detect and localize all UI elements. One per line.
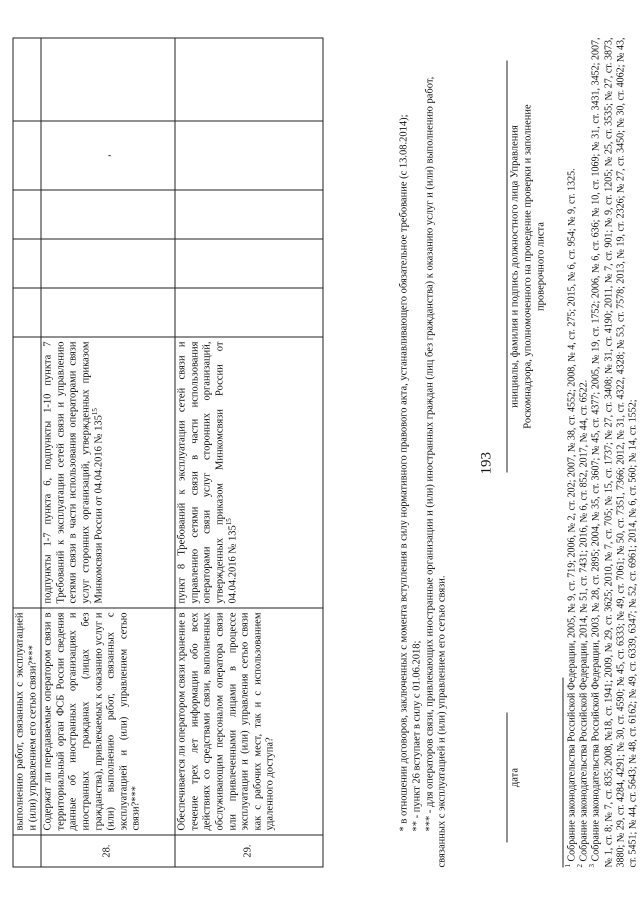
signature-line — [507, 61, 508, 473]
footnote-rule — [563, 678, 564, 868]
footnote-number: 3 — [588, 864, 597, 868]
footnotes — [564, 37, 640, 868]
page-number: 193 — [478, 452, 495, 475]
footnote-ref: 15 — [90, 408, 99, 416]
footnote-1 — [564, 38, 579, 868]
answer-cell — [41, 121, 175, 190]
date-label: дата — [509, 767, 521, 788]
date-line — [507, 713, 508, 843]
question-cell: Содержат ли передаваемые оператором связи в территориальный орган ФСБ России сведения данные об иностранных организациях и иностранных гражданах (лицах без гражданства), привлекаемых к оказанию услуг и (или) выполнению работ, связанных с эксплуатацией и (или) управлением сетью связи?*** — [41, 608, 175, 835]
footnote-3 — [588, 37, 640, 868]
table-row — [13, 38, 41, 867]
answer-cell — [175, 239, 323, 288]
answer-cell — [175, 288, 323, 337]
row-number: 28. — [41, 835, 175, 867]
reference-cell — [41, 337, 175, 608]
footnote-text: Собрание законодательства Российской Федерации, 2005, № 9, ст. 719; 2006, № 2, ст. 202; 2007, № 38, ст. 4552; 2008, № 4, ст. 275; 2015, № 6, ст. 954; № 9, ст. 1325. — [566, 168, 578, 862]
footnote-number: 2 — [576, 864, 585, 868]
answer-cell — [13, 190, 41, 239]
question-cell: выполнению работ, связанных с эксплуатацией и (или) управлением его сетью связи?*** — [13, 608, 41, 835]
answer-cell — [13, 239, 41, 288]
footnote-text: Собрание законодательства Российской Федерации, 2014, № 51, ст. 7431; 2016, № 6, ст. 852, 2017, № 44, ст. 6522. — [578, 379, 590, 862]
note-cell — [41, 38, 175, 121]
signer-label-3: проверочного листа — [535, 222, 547, 311]
table-row — [175, 38, 323, 867]
reference-cell — [175, 337, 323, 608]
answer-cell — [41, 288, 175, 337]
note-3: *** - для операторов связи, привлекающих иностранные организации и (или) иностранных граждан (лиц без гражданства) к оказанию услуг и (или) выполнению работ, связанных с эксплуатацией и (или) управлением его сетью связи. — [424, 76, 448, 868]
answer-cell — [13, 121, 41, 190]
footnote-number: 1 — [564, 864, 573, 868]
question-cell: Обеспечивается ли оператором связи хранение в течение трех лет информации обо всех действиях со средствами связи, выполненных обслуживающим персоналом оператора связи или привлеченными лицами в процессе эксплуатации и (или) управления сетью связи как с рабочих мест, так и с использованием удаленного доступа? — [175, 608, 323, 835]
answer-cell — [175, 121, 323, 190]
note-cell — [175, 38, 323, 121]
row-number: 29. — [175, 835, 323, 867]
note-1: * в отношении договоров, заключенных с момента вступления в силу нормативного правового акта, устанавливающего обязательное требование (с 13.08.2014); — [398, 114, 410, 832]
note-cell — [13, 38, 41, 121]
answer-cell — [13, 288, 41, 337]
footnote-2 — [576, 38, 591, 868]
footnote-text: Собрание законодательства Российской Федерации, 2003, № 28, ст. 2895; 2004, № 35, ст. 3607; № 45, ст. 4377; 2005, № 19, ст. 1752; 2006, № 6, ст. 636; № 10, ст. 1069; № 31, ст. 3431, 3452; 2007, № 1, ст. 8; № 7, ст. 835; 2008, №18, ст. 1941; 2009, № 29, ст. 3625; 2010, № 7, ст. 705; № 15, ст. 1737; № 27, ст. 3408; № 31, ст. 4190; 2011, № 7, ст. 901; № 9, ст. 1205; № 25, ст. 3535; № 27, ст. 3873, 3880; № 29, ст. 4284, 4291; № 30, ст. 4590; № 45, ст. 6333; № 49, ст. 7061; № 50, ст. 7351, 7366; 2012, № 31, ст. 4322, 4328; № 53, ст. 7578; 2013, № 19, ст. 2326; № 27, ст. 3450; № 30, ст. 4062; № 43, ст. 5451; № 44, ст. 5643; № 48, ст. 6162; № 49, ст. 6339, 6347; № 52, ст. 6961; 2014, № 6, ст. 560; № 14, ст. 1552; — [590, 37, 639, 868]
answer-cell — [175, 190, 323, 239]
note-2: ** - пункт 26 вступает в силу с 01.06.2018; — [411, 640, 423, 832]
answer-cell — [41, 190, 175, 239]
reference-text: подпункты 1-7 пункта 6, подпункты 1-10 пункта 7 Требований к эксплуатации сетей связи и управлению сетями связи в части использования операторами связи услуг сторонних организаций, утвержденных приказом Минкомсвязи России от 04.04.2016 № 135 — [42, 341, 105, 604]
stray-mark: , — [101, 154, 113, 157]
reference-text: пункт 8 Требований к эксплуатации сетей связи и управлению сетями связи в части использования операторами связи услуг сторонних организаций, утвержденных приказом Минкомсвязи России от 04.04.2016 № 135 — [176, 341, 239, 604]
footnote-ref: 15 — [224, 518, 233, 526]
signer-label-2: Роскомнадзора, уполномоченного на проведение проверки и заполнение — [522, 104, 534, 429]
table-row — [41, 38, 175, 867]
answer-cell — [41, 239, 175, 288]
rotated-page-content — [1, 0, 640, 905]
reference-cell — [13, 337, 41, 608]
table-cell — [13, 835, 41, 867]
signer-label-1: инициалы, фамилия и подпись должностного лица Управления — [509, 125, 521, 408]
table-notes — [399, 38, 450, 868]
checklist-table — [13, 38, 324, 868]
